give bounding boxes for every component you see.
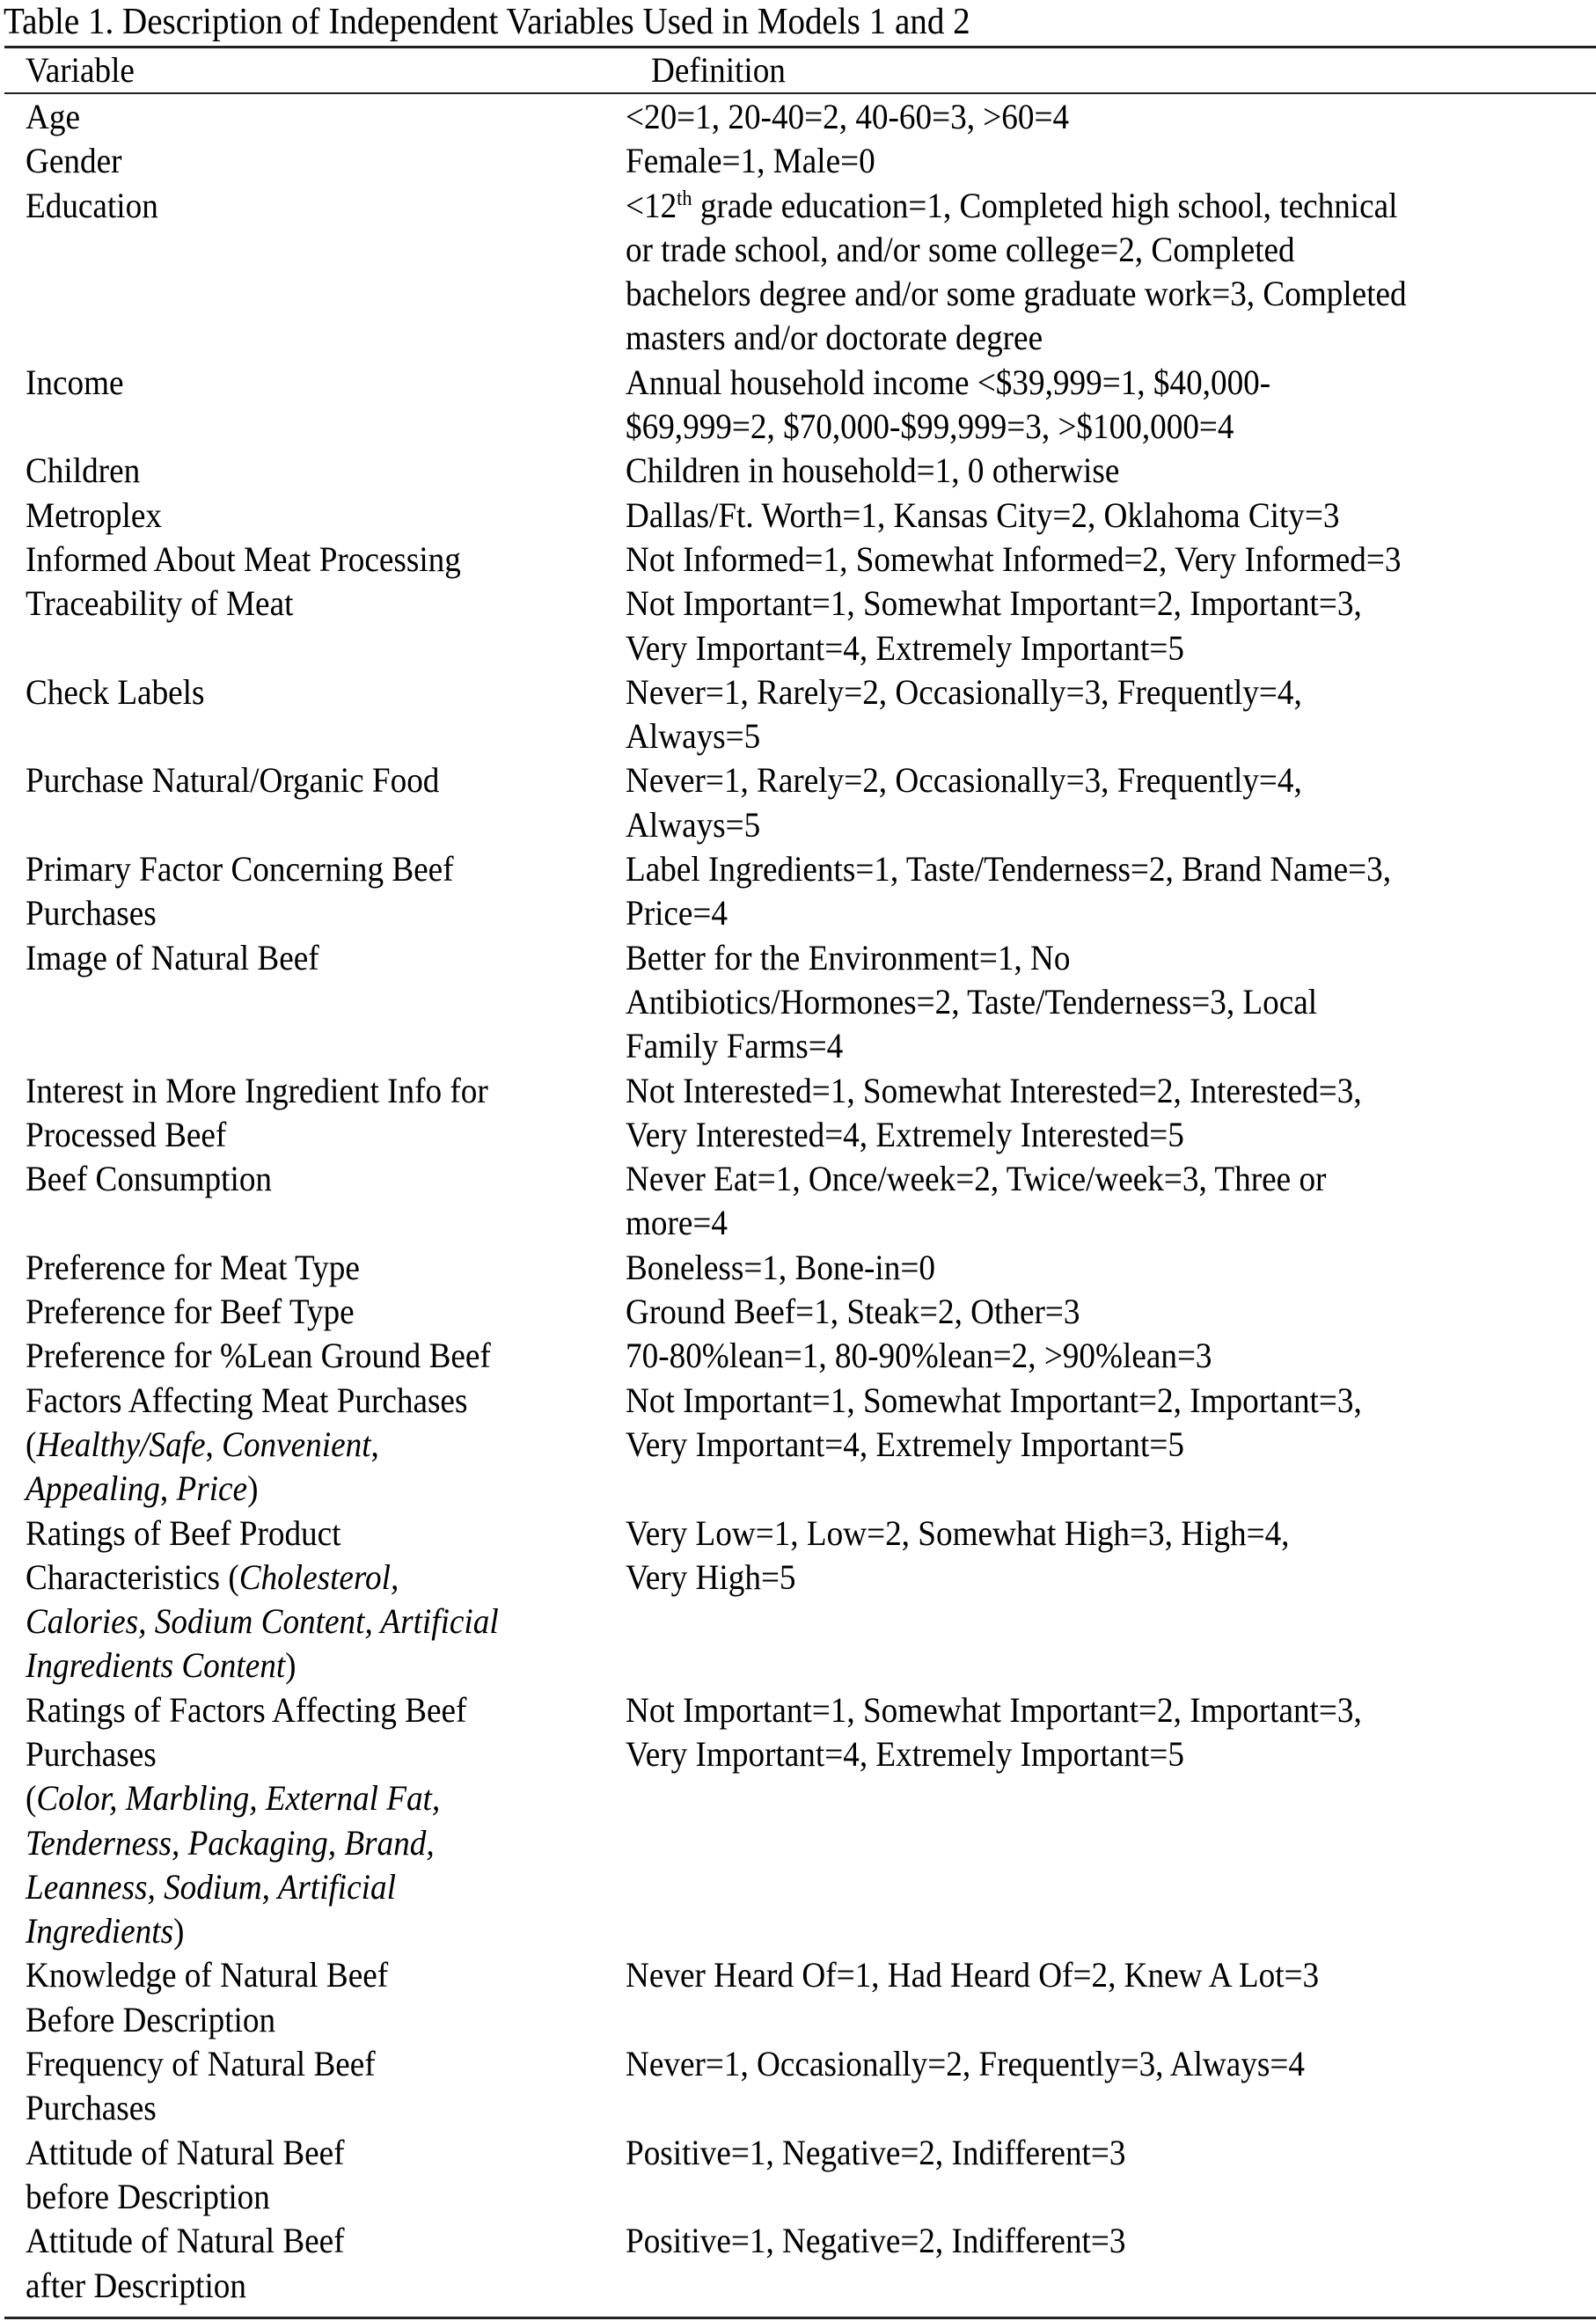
definition-line: [626, 1688, 1504, 1732]
definition-cell: [626, 1246, 1570, 1290]
table-row: [0, 1953, 1596, 2042]
definition-line: [626, 1379, 1504, 1423]
definition-line: [626, 184, 1504, 228]
definition-cell: [626, 1157, 1570, 1246]
text-segment: $69,999=2, $70,000-$99,999=3, >$100,000=4: [626, 406, 1234, 447]
table-title: Table 1. Description of Independent Variables Used in Models 1 and 2: [4, 2, 970, 42]
definition-cell: [626, 582, 1570, 670]
variable-cell: [0, 95, 626, 139]
text-segment: before Description: [26, 2176, 270, 2216]
variable-line: [26, 1069, 583, 1113]
variable-cell: [0, 449, 626, 493]
variable-cell: [0, 1246, 626, 1290]
definition-cell: [626, 1512, 1570, 1688]
table-row: [0, 2131, 1596, 2220]
definition-line: [626, 95, 1504, 139]
definition-line: [626, 1201, 1504, 1245]
variable-cell: [0, 1379, 626, 1512]
definition-line: [626, 1334, 1504, 1378]
table-row: [0, 670, 1596, 759]
variable-line: [26, 1556, 583, 1600]
italic-text: Calories, Sodium Content, Artificial: [26, 1601, 499, 1642]
text-segment: Gender: [26, 141, 122, 181]
definition-line: [626, 361, 1504, 405]
definition-line: [626, 714, 1504, 758]
variable-cell: [0, 1512, 626, 1688]
italic-text: Ingredients Content: [26, 1645, 286, 1686]
column-header-definition: Definition: [651, 50, 786, 90]
table-row: [0, 449, 1596, 493]
italic-text: Convenient: [222, 1424, 371, 1464]
variable-cell: [0, 2219, 626, 2308]
text-segment: Preference for Meat Type: [26, 1247, 360, 1287]
italic-text: Color, Marbling, External Fat,: [36, 1778, 441, 1819]
superscript-text: th: [677, 187, 692, 210]
definition-cell: [626, 2219, 1570, 2308]
variable-cell: [0, 2131, 626, 2220]
definition-line: [626, 626, 1504, 670]
table-row: [0, 582, 1596, 670]
definition-line: [626, 936, 1504, 980]
variable-line: [26, 758, 583, 802]
text-segment: Very Interested=4, Extremely Interested=5: [626, 1114, 1184, 1154]
text-segment: Income: [26, 362, 124, 402]
table-row: [0, 139, 1596, 183]
table-row: [0, 184, 1596, 361]
text-segment: Not Informed=1, Somewhat Informed=2, Very Informed=3: [626, 538, 1402, 579]
text-segment: Always=5: [626, 804, 761, 845]
variable-line: [26, 1732, 583, 1776]
table-row: [0, 538, 1596, 582]
text-segment: Always=5: [626, 716, 761, 757]
text-segment: Not Important=1, Somewhat Important=2, Important=3,: [626, 583, 1362, 624]
text-segment: (: [26, 1778, 37, 1819]
text-segment: more=4: [626, 1203, 728, 1243]
variable-line: [26, 2131, 583, 2175]
variable-line: [26, 1909, 583, 1953]
table-row: [0, 361, 1596, 450]
variable-cell: [0, 538, 626, 582]
definition-line: [626, 2042, 1504, 2086]
variable-cell: [0, 1688, 626, 1954]
variable-line: [26, 2086, 583, 2130]
definition-line: [626, 1246, 1504, 1290]
variable-line: [26, 1290, 583, 1334]
definition-cell: [626, 538, 1570, 582]
definition-line: [626, 847, 1504, 891]
definition-line: [626, 1732, 1504, 1776]
variable-line: [26, 582, 583, 626]
variable-line: [26, 2219, 583, 2263]
variable-line: [26, 670, 583, 714]
top-rule: [4, 46, 1596, 48]
variable-cell: [0, 582, 626, 670]
table-row: [0, 1334, 1596, 1378]
variable-line: [26, 2042, 583, 2086]
variable-line: [26, 2175, 583, 2219]
text-segment: Very Important=4, Extremely Important=5: [626, 1733, 1184, 1774]
text-segment: Price=4: [626, 893, 728, 934]
definition-line: [626, 1512, 1504, 1556]
variable-line: [26, 184, 583, 228]
definition-cell: [626, 2131, 1570, 2220]
italic-text: Appealing: [26, 1468, 160, 1509]
text-segment: Dallas/Ft. Worth=1, Kansas City=2, Oklahoma City=3: [626, 494, 1340, 535]
definition-line: [626, 405, 1504, 449]
text-segment: Very Low=1, Low=2, Somewhat High=3, High=4,: [626, 1512, 1290, 1553]
text-segment: Not Interested=1, Somewhat Interested=2, Interested=3,: [626, 1070, 1362, 1110]
text-segment: grade education=1, Completed high school, technical: [692, 185, 1398, 225]
definition-line: [626, 891, 1504, 935]
definition-cell: [626, 361, 1570, 450]
text-segment: Positive=1, Negative=2, Indifferent=3: [626, 2221, 1126, 2261]
text-segment: Never=1, Rarely=2, Occasionally=3, Frequently=4,: [626, 760, 1302, 801]
table-row: [0, 95, 1596, 139]
italic-text: Tenderness, Packaging, Brand,: [26, 1822, 435, 1863]
text-segment: Very Important=4, Extremely Important=5: [626, 1424, 1184, 1464]
table-row: [0, 1688, 1596, 1954]
text-segment: Family Farms=4: [626, 1026, 844, 1066]
variable-cell: [0, 1953, 626, 2042]
definition-cell: [626, 1688, 1570, 1954]
text-segment: masters and/or doctorate degree: [626, 318, 1043, 358]
definition-line: [626, 582, 1504, 626]
text-segment: Factors Affecting Meat Purchases: [26, 1380, 468, 1420]
text-segment: Image of Natural Beef: [26, 937, 319, 977]
variable-line: [26, 1512, 583, 1556]
text-segment: Purchases: [26, 2088, 157, 2128]
definition-line: [626, 1113, 1504, 1157]
table-row: [0, 1290, 1596, 1334]
variable-cell: [0, 1069, 626, 1158]
table-row: [0, 1512, 1596, 1688]
definition-cell: [626, 2042, 1570, 2131]
definition-cell: [626, 1379, 1570, 1512]
variable-cell: [0, 2042, 626, 2131]
definition-line: [626, 1069, 1504, 1113]
text-segment: Ground Beef=1, Steak=2, Other=3: [626, 1292, 1080, 1332]
text-segment: <12: [626, 185, 677, 225]
definition-cell: [626, 1334, 1570, 1378]
definition-line: [626, 1556, 1504, 1600]
column-header-variable: Variable: [26, 50, 135, 90]
table-row: [0, 936, 1596, 1069]
variable-line: [26, 1998, 583, 2042]
variable-line: [26, 891, 583, 935]
definition-line: [626, 1290, 1504, 1334]
definition-line: [626, 538, 1504, 582]
text-segment: ,: [205, 1424, 223, 1464]
definition-line: [626, 449, 1504, 493]
text-segment: Before Description: [26, 1999, 276, 2039]
text-segment: Age: [26, 97, 80, 136]
text-segment: ): [247, 1468, 259, 1509]
variable-line: [26, 1953, 583, 1997]
text-segment: Education: [26, 185, 158, 225]
text-segment: Never Eat=1, Once/week=2, Twice/week=3, Three or: [626, 1159, 1327, 1199]
text-segment: Never=1, Rarely=2, Occasionally=3, Frequently=4,: [626, 671, 1302, 712]
text-segment: Attitude of Natural Beef: [26, 2132, 345, 2172]
definition-line: [626, 1157, 1504, 1201]
text-segment: Children in household=1, 0 otherwise: [626, 450, 1120, 491]
text-segment: ,: [370, 1424, 379, 1464]
variable-cell: [0, 1290, 626, 1334]
definition-cell: [626, 936, 1570, 1069]
italic-text: Leanness, Sodium, Artificial: [26, 1866, 396, 1907]
variable-line: [26, 1688, 583, 1732]
definition-cell: [626, 1290, 1570, 1334]
table-row: [0, 2042, 1596, 2131]
italic-text: Price: [176, 1468, 248, 1509]
table-row: [0, 494, 1596, 538]
definition-line: [626, 980, 1504, 1024]
variable-line: [26, 1776, 583, 1820]
text-segment: Not Important=1, Somewhat Important=2, Important=3,: [626, 1689, 1362, 1730]
definition-cell: [626, 95, 1570, 139]
definition-cell: [626, 670, 1570, 759]
text-segment: <20=1, 20-40=2, 40-60=3, >60=4: [626, 97, 1070, 136]
variable-line: [26, 361, 583, 405]
variable-line: [26, 1246, 583, 1290]
text-segment: Boneless=1, Bone-in=0: [626, 1247, 935, 1287]
text-segment: Ratings of Factors Affecting Beef: [26, 1689, 467, 1730]
definition-line: [626, 1953, 1504, 1997]
variable-cell: [0, 847, 626, 936]
text-segment: Metroplex: [26, 494, 162, 535]
variable-line: [26, 1865, 583, 1909]
variable-line: [26, 847, 583, 891]
text-segment: Primary Factor Concerning Beef: [26, 849, 454, 890]
definition-cell: [626, 847, 1570, 936]
variable-line: [26, 449, 583, 493]
text-segment: Female=1, Male=0: [626, 141, 875, 181]
text-segment: Purchase Natural/Organic Food: [26, 760, 440, 801]
variable-line: [26, 1467, 583, 1511]
text-segment: Never=1, Occasionally=2, Frequently=3, Always=4: [626, 2044, 1305, 2084]
definition-line: [626, 272, 1504, 316]
variable-line: [26, 1644, 583, 1688]
definition-line: [626, 803, 1504, 847]
variable-line: [26, 494, 583, 538]
text-segment: Positive=1, Negative=2, Indifferent=3: [626, 2132, 1126, 2172]
variable-cell: [0, 139, 626, 183]
text-segment: Characteristics (: [26, 1556, 239, 1597]
definition-line: [626, 758, 1504, 802]
variable-line: [26, 95, 583, 139]
variable-line: [26, 1821, 583, 1865]
text-segment: Better for the Environment=1, No: [626, 937, 1071, 977]
text-segment: Knowledge of Natural Beef: [26, 1955, 389, 1995]
text-segment: Frequency of Natural Beef: [26, 2044, 376, 2084]
variable-line: [26, 1423, 583, 1467]
definition-cell: [626, 1069, 1570, 1158]
definition-cell: [626, 758, 1570, 847]
text-segment: Purchases: [26, 1733, 157, 1774]
table-row: [0, 1069, 1596, 1158]
variable-line: [26, 1113, 583, 1157]
definition-cell: [626, 184, 1570, 361]
text-segment: Purchases: [26, 893, 157, 934]
definition-line: [626, 670, 1504, 714]
variable-cell: [0, 184, 626, 361]
text-segment: ): [285, 1645, 297, 1686]
table-row: [0, 2219, 1596, 2308]
definition-line: [626, 2131, 1504, 2175]
variable-line: [26, 139, 583, 183]
table-row: [0, 847, 1596, 936]
variable-cell: [0, 361, 626, 450]
variable-cell: [0, 494, 626, 538]
text-segment: Very Important=4, Extremely Important=5: [626, 627, 1184, 668]
variable-cell: [0, 936, 626, 1069]
table-row: [0, 758, 1596, 847]
variable-line: [26, 1157, 583, 1201]
definition-cell: [626, 449, 1570, 493]
table-row: [0, 1246, 1596, 1290]
definition-line: [626, 494, 1504, 538]
text-segment: Very High=5: [626, 1556, 796, 1597]
variable-cell: [0, 758, 626, 847]
text-segment: Preference for %Lean Ground Beef: [26, 1336, 491, 1376]
variable-line: [26, 936, 583, 980]
text-segment: ,: [159, 1468, 177, 1509]
definition-line: [626, 139, 1504, 183]
text-segment: bachelors degree and/or some graduate work=3, Completed: [626, 274, 1407, 314]
variable-line: [26, 1334, 583, 1378]
definition-cell: [626, 494, 1570, 538]
text-segment: 70-80%lean=1, 80-90%lean=2, >90%lean=3: [626, 1336, 1212, 1376]
bottom-rule: [4, 2317, 1596, 2319]
table-row: [0, 1379, 1596, 1512]
text-segment: Interest in More Ingredient Info for: [26, 1070, 488, 1110]
text-segment: Traceability of Meat: [26, 583, 294, 624]
variable-line: [26, 2264, 583, 2308]
text-segment: Label Ingredients=1, Taste/Tenderness=2, Brand Name=3,: [626, 849, 1392, 890]
table-row: [0, 1157, 1596, 1246]
table-body: [0, 95, 1596, 2308]
italic-text: Ingredients: [26, 1911, 174, 1951]
text-segment: Attitude of Natural Beef: [26, 2221, 345, 2261]
text-segment: after Description: [26, 2265, 246, 2305]
definition-line: [626, 1423, 1504, 1467]
italic-text: Healthy/Safe: [36, 1424, 206, 1464]
italic-text: Cholesterol,: [238, 1556, 399, 1597]
text-segment: Annual household income <$39,999=1, $40,000-: [626, 362, 1271, 402]
header-rule: [4, 92, 1596, 94]
definition-line: [626, 1024, 1504, 1068]
text-segment: Children: [26, 450, 141, 491]
text-segment: ): [173, 1911, 185, 1951]
text-segment: Ratings of Beef Product: [26, 1512, 341, 1553]
text-segment: Check Labels: [26, 671, 205, 712]
variable-line: [26, 1379, 583, 1423]
definition-line: [626, 2219, 1504, 2263]
text-segment: Informed About Meat Processing: [26, 538, 461, 579]
text-segment: Antibiotics/Hormones=2, Taste/Tenderness=3, Local: [626, 981, 1318, 1021]
text-segment: Processed Beef: [26, 1114, 227, 1154]
variable-line: [26, 1600, 583, 1644]
definition-cell: [626, 139, 1570, 183]
text-segment: Never Heard Of=1, Had Heard Of=2, Knew A Lot=3: [626, 1955, 1320, 1995]
definition-line: [626, 316, 1504, 360]
definition-cell: [626, 1953, 1570, 2042]
variable-cell: [0, 670, 626, 759]
text-segment: Beef Consumption: [26, 1159, 273, 1199]
text-segment: Not Important=1, Somewhat Important=2, Important=3,: [626, 1380, 1362, 1420]
text-segment: Preference for Beef Type: [26, 1292, 355, 1332]
variable-cell: [0, 1157, 626, 1246]
variable-line: [26, 538, 583, 582]
text-segment: (: [26, 1424, 37, 1464]
definition-line: [626, 228, 1504, 272]
text-segment: or trade school, and/or some college=2, Completed: [626, 229, 1295, 269]
variable-cell: [0, 1334, 626, 1378]
